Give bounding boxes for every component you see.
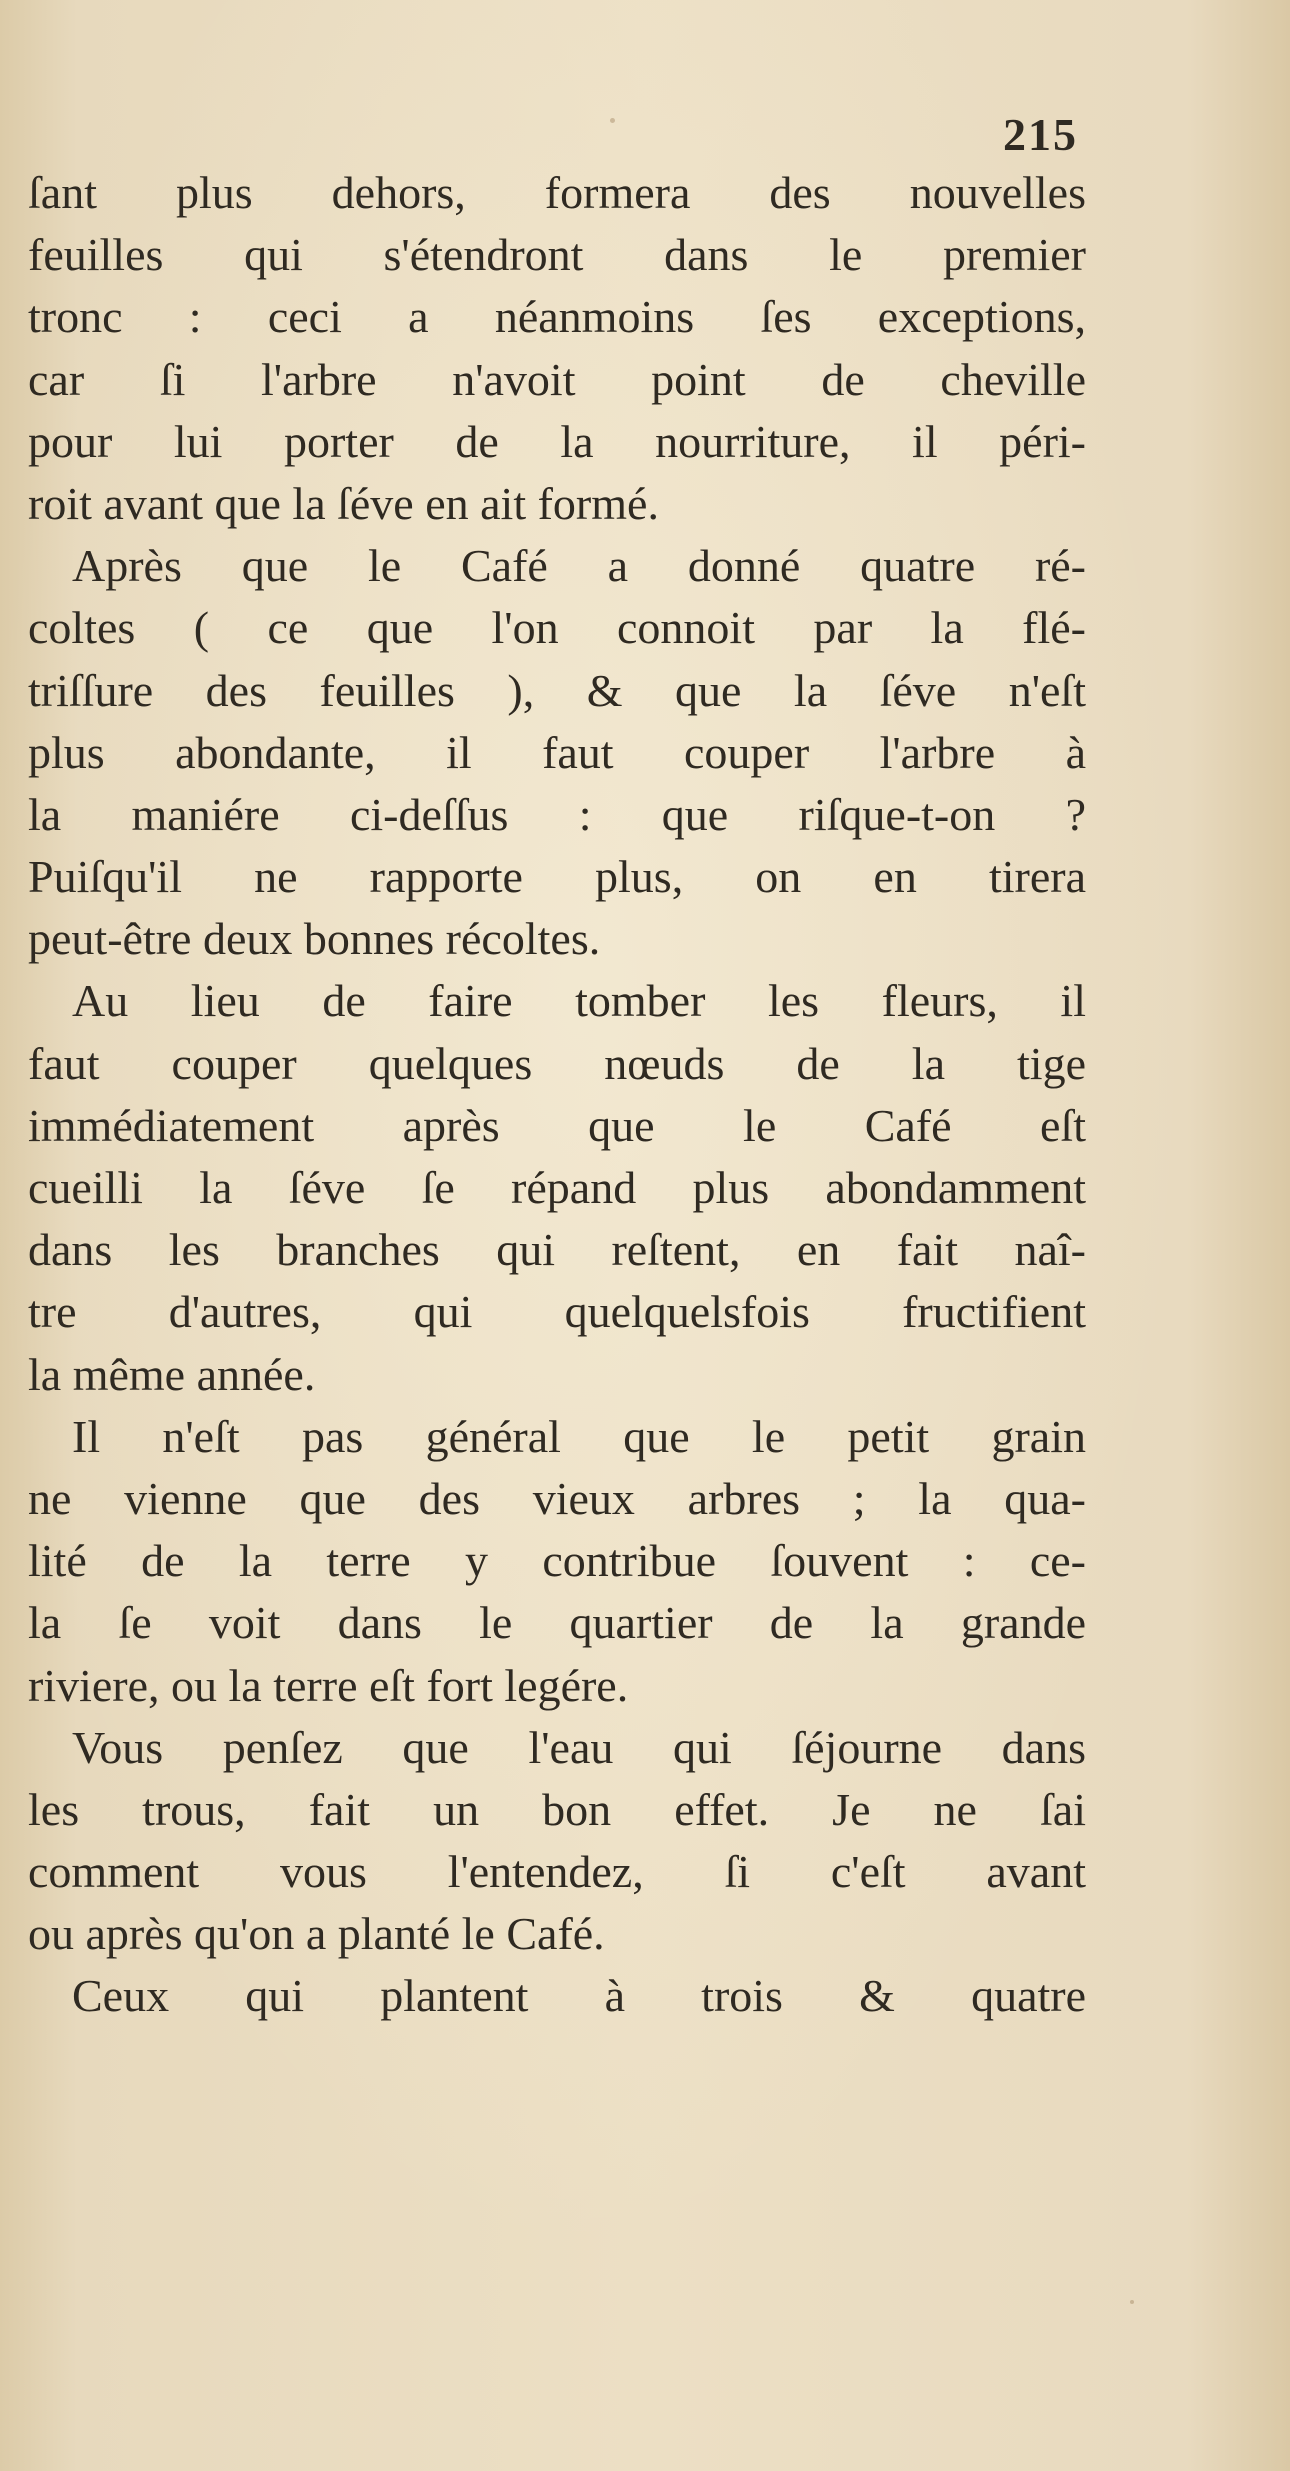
paragraph — [28, 1965, 1086, 2027]
text-line: coltes ( ce que l'on connoit par la flé- — [28, 602, 1086, 654]
paper-speck — [610, 118, 615, 123]
paragraph — [28, 970, 1086, 1405]
text-line: roit avant que la ſéve en ait formé. — [28, 477, 659, 529]
text-line: tre d'autres, qui quelquelsfois fructifient — [28, 1286, 1086, 1338]
text-line: les trous, fait un bon effet. Je ne ſai — [28, 1783, 1086, 1835]
text-line: immédiatement après que le Café eſt — [28, 1099, 1086, 1151]
text-line: comment vous l'entendez, ſi c'eſt avant — [28, 1846, 1086, 1898]
body-text — [28, 162, 1086, 2028]
text-line: Au lieu de faire tomber les fleurs, il — [72, 975, 1086, 1027]
paper-speck — [1130, 2300, 1134, 2304]
text-line: pour lui porter de la nourriture, il péri- — [28, 415, 1086, 467]
page-number: 215 — [1003, 109, 1078, 160]
paragraph — [28, 1406, 1086, 1717]
text-line: dans les branches qui reſtent, en fait naî- — [28, 1224, 1086, 1276]
text-line: ne vienne que des vieux arbres ; la qua- — [28, 1472, 1086, 1524]
text-line: feuilles qui s'étendront dans le premier — [28, 229, 1086, 281]
text-line: ou après qu'on a planté le Café. — [28, 1908, 605, 1960]
text-line: riviere, ou la terre eſt fort legére. — [28, 1659, 629, 1711]
text-line: faut couper quelques nœuds de la tige — [28, 1037, 1086, 1089]
text-line: la maniére ci-deſſus : que riſque-t-on ? — [28, 788, 1086, 840]
text-line: cueilli la ſéve ſe répand plus abondamment — [28, 1162, 1086, 1213]
paragraph — [28, 1717, 1086, 1966]
text-line: Vous penſez que l'eau qui ſéjourne dans — [72, 1721, 1086, 1773]
text-line: Puiſqu'il ne rapporte plus, on en tirera — [28, 851, 1086, 903]
text-line: la ſe voit dans le quartier de la grande — [28, 1597, 1086, 1649]
text-line: Ceux qui plantent à trois & quatre — [72, 1970, 1086, 2022]
text-line: lité de la terre y contribue ſouvent : ce- — [28, 1535, 1086, 1587]
text-line: tronc : ceci a néanmoins ſes exceptions, — [28, 291, 1086, 343]
text-line: peut-être deux bonnes récoltes. — [28, 913, 601, 965]
text-line: Après que le Café a donné quatre ré- — [72, 540, 1086, 592]
text-line: triſſure des feuilles ), & que la ſéve n'eſt — [28, 664, 1086, 716]
text-line: car ſi l'arbre n'avoit point de cheville — [28, 353, 1086, 405]
paragraph — [28, 162, 1086, 535]
text-line: la même année. — [28, 1348, 316, 1400]
paragraph — [28, 535, 1086, 970]
text-line: ſant plus dehors, formera des nouvelles — [28, 167, 1086, 218]
text-line: Il n'eſt pas général que le petit grain — [72, 1410, 1086, 1462]
text-line: plus abondante, il faut couper l'arbre à — [28, 726, 1086, 778]
